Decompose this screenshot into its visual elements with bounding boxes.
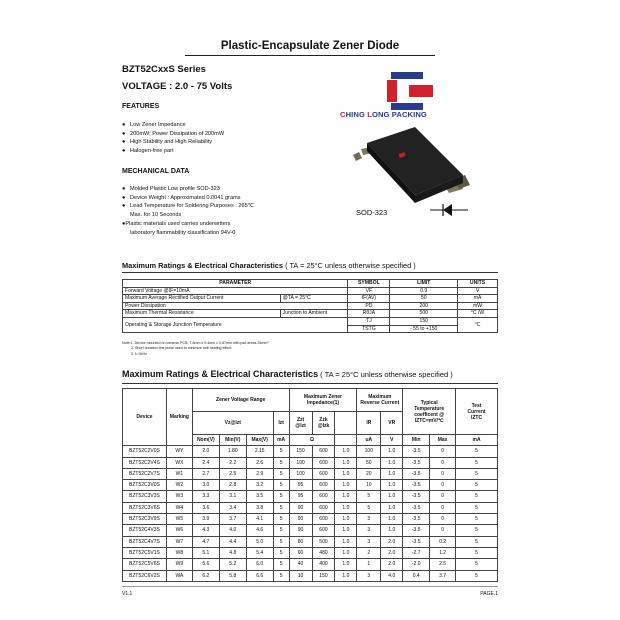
table-cell: W9: [166, 559, 192, 570]
table-cell: 0.2: [430, 536, 456, 547]
table-cell: 1.0: [335, 536, 357, 547]
table-cell: 90: [289, 525, 312, 536]
table-row: Maximum Average Rectified Output Current @TA = 25°C IF(AV) 50 mA: [123, 295, 498, 303]
table-cell: 3: [357, 570, 381, 581]
device-cell: BZT52C4V3S: [123, 525, 167, 536]
table-cell: W3: [166, 491, 192, 502]
list-item: ● Molded Plastic Low profile SOD-323: [122, 186, 220, 192]
table-cell: 1.0: [381, 514, 403, 525]
table-cell: -3.5: [403, 491, 430, 502]
table-row: [123, 480, 498, 491]
table-cell: 1: [357, 559, 381, 570]
device-cell: BZT52C2V4S: [123, 457, 167, 468]
list-item: ● Lead Temperature for Soldering Purposes : 265℃: [122, 203, 255, 210]
package-image: [353, 125, 471, 205]
table-cell: 1.0: [335, 559, 357, 570]
device-cell: BZT52C5V6S: [123, 559, 167, 570]
table-cell: 5: [273, 547, 289, 558]
table-cell: 150: [312, 570, 335, 581]
table-cell: 600: [312, 446, 335, 457]
table-row: [123, 547, 498, 558]
table-cell: 5: [456, 525, 498, 536]
table-cell: 6.0: [246, 559, 273, 570]
table-cell: 5: [456, 468, 498, 479]
table-cell: 5.8: [219, 570, 246, 581]
table-cell: 5: [273, 491, 289, 502]
table-row: [123, 502, 498, 513]
table-cell: 1.0: [335, 468, 357, 479]
table-cell: -3.5: [403, 502, 430, 513]
title-underline: [185, 55, 435, 56]
table-cell: 5: [456, 480, 498, 491]
table-cell: 2.9: [246, 468, 273, 479]
table-cell: 0: [430, 491, 456, 502]
table-cell: 1.0: [381, 468, 403, 479]
table-cell: 150: [289, 446, 312, 457]
table-cell: -3.5: [403, 468, 430, 479]
table-cell: 0: [430, 468, 456, 479]
table-cell: 6.6: [246, 570, 273, 581]
diode-symbol-icon: [430, 202, 468, 218]
package-label: SOD-323: [356, 208, 388, 217]
table-cell: 2.15: [246, 446, 273, 457]
table-cell: 0: [430, 457, 456, 468]
table-cell: W7: [166, 536, 192, 547]
table-cell: 3.1: [219, 491, 246, 502]
table-cell: 500: [312, 536, 335, 547]
table-cell: 5.4: [246, 547, 273, 558]
table-cell: 5.0: [246, 536, 273, 547]
device-cell: BZT52C3V9S: [123, 514, 167, 525]
table-cell: 40: [289, 559, 312, 570]
table-cell: 600: [312, 457, 335, 468]
table-cell: 0: [430, 502, 456, 513]
table-cell: 1.0: [381, 491, 403, 502]
table-cell: 1.0: [335, 514, 357, 525]
table-cell: 5: [456, 502, 498, 513]
table-cell: 2.2: [219, 457, 246, 468]
table-cell: W5: [166, 514, 192, 525]
table-row: PARAMETER SYMBOL LIMIT UNITS: [123, 280, 498, 288]
company-name: CHING LONG PACKING: [340, 110, 427, 119]
table-cell: 0: [430, 525, 456, 536]
table-cell: WY: [166, 446, 192, 457]
table-cell: 1.80: [219, 446, 246, 457]
table-cell: 5: [357, 491, 381, 502]
table-cell: 600: [312, 480, 335, 491]
table-cell: 5: [357, 502, 381, 513]
device-cell: BZT52C4V7S: [123, 536, 167, 547]
table-cell: 4.0: [381, 570, 403, 581]
table-cell: 4.6: [246, 525, 273, 536]
table-cell: 480: [312, 547, 335, 558]
table-cell: 5: [456, 547, 498, 558]
features-list: [122, 121, 224, 155]
table-cell: 3.0: [192, 480, 219, 491]
device-cell: BZT52C3V0S: [123, 480, 167, 491]
list-item: ● Low Zener Impedance: [122, 122, 186, 128]
table-cell: 3: [357, 514, 381, 525]
table-cell: 5.2: [219, 559, 246, 570]
table-cell: 5: [273, 457, 289, 468]
table-cell: 50: [357, 457, 381, 468]
table-cell: 4.4: [219, 536, 246, 547]
device-cell: BZT52C2V0S: [123, 446, 167, 457]
table-cell: 2.7: [192, 468, 219, 479]
table-cell: W1: [166, 468, 192, 479]
table-cell: 3.7: [219, 514, 246, 525]
footer-rule: [122, 586, 498, 587]
list-item: ● 200mW; Power Dissipation of 200mW: [122, 130, 225, 137]
table-cell: -3.5: [403, 457, 430, 468]
table-row: Operating & Storage Junction Temperature TJ 150 °C: [123, 317, 498, 325]
table-cell: 5: [456, 491, 498, 502]
table-cell: -3.5: [403, 446, 430, 457]
table-cell: WA: [166, 570, 192, 581]
table-row: Forward Voltage @IF=10mA VF 0.9 V: [123, 287, 498, 295]
table-cell: 6.2: [192, 570, 219, 581]
electrical-table-body: [123, 446, 498, 582]
table-cell: W6: [166, 525, 192, 536]
table-cell: 5: [273, 525, 289, 536]
series-name: BZT52CxxS Series: [122, 64, 206, 75]
table-cell: 5: [456, 514, 498, 525]
table-cell: 80: [289, 536, 312, 547]
table-cell: WX: [166, 457, 192, 468]
features-heading: FEATURES: [122, 103, 160, 110]
list-item: Max. for 10 Seconds: [130, 211, 182, 218]
table-cell: 100: [289, 468, 312, 479]
table-cell: 4.0: [219, 525, 246, 536]
table-cell: 10: [357, 480, 381, 491]
table-cell: 5: [273, 502, 289, 513]
table-cell: 5: [273, 514, 289, 525]
document-title: Plastic-Encapsulate Zener Diode: [220, 40, 400, 52]
table-cell: 2.8: [219, 480, 246, 491]
list-item: ● Device Weight : Approximated 0.0041 grams: [122, 194, 241, 201]
table-cell: 95: [289, 491, 312, 502]
table-cell: 1.0: [335, 446, 357, 457]
list-item: ● High Stability and High Reliability: [122, 139, 213, 146]
table-cell: 5: [456, 446, 498, 457]
table-cell: 1.0: [335, 525, 357, 536]
table-cell: 2.5: [219, 468, 246, 479]
table-cell: 3: [357, 525, 381, 536]
mechanical-extra: ●Plastic materials used carries underwriters laboratory flammability classification 94V-0: [122, 221, 236, 236]
table-row: TSTG - 55 to +150: [123, 325, 498, 333]
device-cell: BZT52C2V7S: [123, 468, 167, 479]
table-row: [123, 536, 498, 547]
table-row: [123, 525, 498, 536]
table-cell: 1.0: [335, 547, 357, 558]
table-cell: -3.5: [403, 480, 430, 491]
table-cell: 600: [312, 502, 335, 513]
table-cell: 600: [312, 525, 335, 536]
table-cell: 3: [357, 536, 381, 547]
table-row: [123, 491, 498, 502]
table-cell: 100: [289, 457, 312, 468]
table-cell: 3.3: [192, 491, 219, 502]
table-row: [123, 446, 498, 457]
table-cell: 2.0: [192, 446, 219, 457]
list-item: ● Halogen-free part: [122, 147, 174, 154]
table-cell: W4: [166, 502, 192, 513]
table-row: Maximum Thermal Resistance Junction to Ambient RθJA 500 °C /W: [123, 310, 498, 318]
ratings-heading: Maximum Ratings & Electrical Characteristics ( TA = 25°C unless otherwise specified ): [122, 261, 416, 270]
table-row: [123, 570, 498, 581]
table-cell: 5.1: [192, 547, 219, 558]
table-cell: 0.4: [403, 570, 430, 581]
table-cell: 600: [312, 468, 335, 479]
table-cell: -3.5: [403, 536, 430, 547]
table-cell: 5: [273, 559, 289, 570]
table-cell: -2.0: [403, 559, 430, 570]
electrical-heading: Maximum Ratings & Electrical Characteristics ( TA = 25°C unless otherwise specified ): [122, 369, 453, 379]
table-row: Device Marking Zener Voltage Range Maximum Zener Impedance(1) Maximum Reverse Current Typical Temperature coefficent @ IZTC=mV/℃ Test Current IZTC: [123, 389, 498, 412]
footer-version: V1.1: [122, 591, 133, 597]
table-cell: 3.9: [192, 514, 219, 525]
table-cell: 4.7: [192, 536, 219, 547]
ratings-notes: Note:1. Device mounted on ceramic PCB; 7.6mm x 9.4mm x 0.87mm with pad areas 25mm². 2. Short duration test pulse used to minimize self-heating effect. 3. f=1KHz: [122, 341, 270, 356]
table-cell: 5: [456, 536, 498, 547]
table-cell: 1.0: [381, 446, 403, 457]
table-cell: -3.5: [403, 514, 430, 525]
table-cell: 1.0: [381, 480, 403, 491]
table-cell: 4.8: [219, 547, 246, 558]
table-cell: 5: [273, 480, 289, 491]
table-cell: 0: [430, 514, 456, 525]
table-cell: 2.6: [246, 457, 273, 468]
table-cell: W2: [166, 480, 192, 491]
table-cell: 1.0: [335, 480, 357, 491]
table-cell: 5: [273, 468, 289, 479]
table-cell: 2: [357, 547, 381, 558]
table-cell: 5: [273, 446, 289, 457]
device-cell: BZT52C3V6S: [123, 502, 167, 513]
table-row: [123, 457, 498, 468]
table-cell: 90: [289, 514, 312, 525]
table-cell: 2.4: [192, 457, 219, 468]
table-cell: 5: [456, 559, 498, 570]
table-cell: 5: [273, 570, 289, 581]
device-cell: BZT52C6V2S: [123, 570, 167, 581]
table-cell: 600: [312, 491, 335, 502]
electrical-rule: [122, 383, 498, 384]
electrical-table: [122, 388, 498, 582]
table-cell: 4.1: [246, 514, 273, 525]
table-row: [123, 514, 498, 525]
table-cell: 4.3: [192, 525, 219, 536]
table-cell: 60: [289, 547, 312, 558]
table-cell: 3.8: [246, 502, 273, 513]
table-row: [123, 468, 498, 479]
device-cell: BZT52C3V3S: [123, 491, 167, 502]
table-cell: 2.0: [381, 547, 403, 558]
mechanical-list: [122, 185, 254, 219]
table-cell: 90: [289, 502, 312, 513]
table-cell: 5: [456, 570, 498, 581]
table-cell: 95: [289, 480, 312, 491]
table-cell: 3.4: [219, 502, 246, 513]
table-cell: 10: [289, 570, 312, 581]
table-cell: 1.0: [335, 491, 357, 502]
ratings-rule: [122, 272, 498, 273]
table-row: Vz@Izt Izt Zzt @Izt Zzk @Izk IR VR: [123, 412, 498, 435]
table-cell: 1.0: [381, 525, 403, 536]
ratings-table: [122, 279, 498, 333]
table-cell: 3.5: [246, 491, 273, 502]
table-cell: 0: [430, 480, 456, 491]
table-cell: 1.0: [335, 457, 357, 468]
table-cell: 1.0: [381, 457, 403, 468]
table-row: Nom(V) Min(V) Max(V) mA Ω uA V Min Max mA: [123, 435, 498, 446]
table-row: [123, 559, 498, 570]
table-cell: 1.0: [335, 570, 357, 581]
device-cell: BZT52C5V1S: [123, 547, 167, 558]
table-cell: -3.5: [403, 525, 430, 536]
table-cell: -2.7: [403, 547, 430, 558]
table-cell: 2.0: [381, 559, 403, 570]
table-cell: 1.0: [381, 502, 403, 513]
table-cell: 3.2: [246, 480, 273, 491]
table-cell: 20: [357, 468, 381, 479]
table-cell: 400: [312, 559, 335, 570]
table-cell: 5.6: [192, 559, 219, 570]
table-cell: 1.0: [335, 502, 357, 513]
table-cell: 5: [456, 457, 498, 468]
table-cell: 1.2: [430, 547, 456, 558]
table-cell: 2.5: [430, 559, 456, 570]
table-cell: 600: [312, 514, 335, 525]
footer-page: PAGE.1: [480, 591, 498, 597]
company-logo: [385, 70, 433, 112]
table-cell: 0: [430, 446, 456, 457]
table-cell: 100: [357, 446, 381, 457]
table-cell: 5: [273, 536, 289, 547]
table-row: Power Dissipation PD 200 mW: [123, 302, 498, 310]
table-cell: 3.7: [430, 570, 456, 581]
table-cell: 3.6: [192, 502, 219, 513]
table-cell: 2.0: [381, 536, 403, 547]
table-cell: W8: [166, 547, 192, 558]
mechanical-heading: MECHANICAL DATA: [122, 168, 190, 175]
voltage-range: VOLTAGE : 2.0 - 75 Volts: [122, 81, 233, 92]
